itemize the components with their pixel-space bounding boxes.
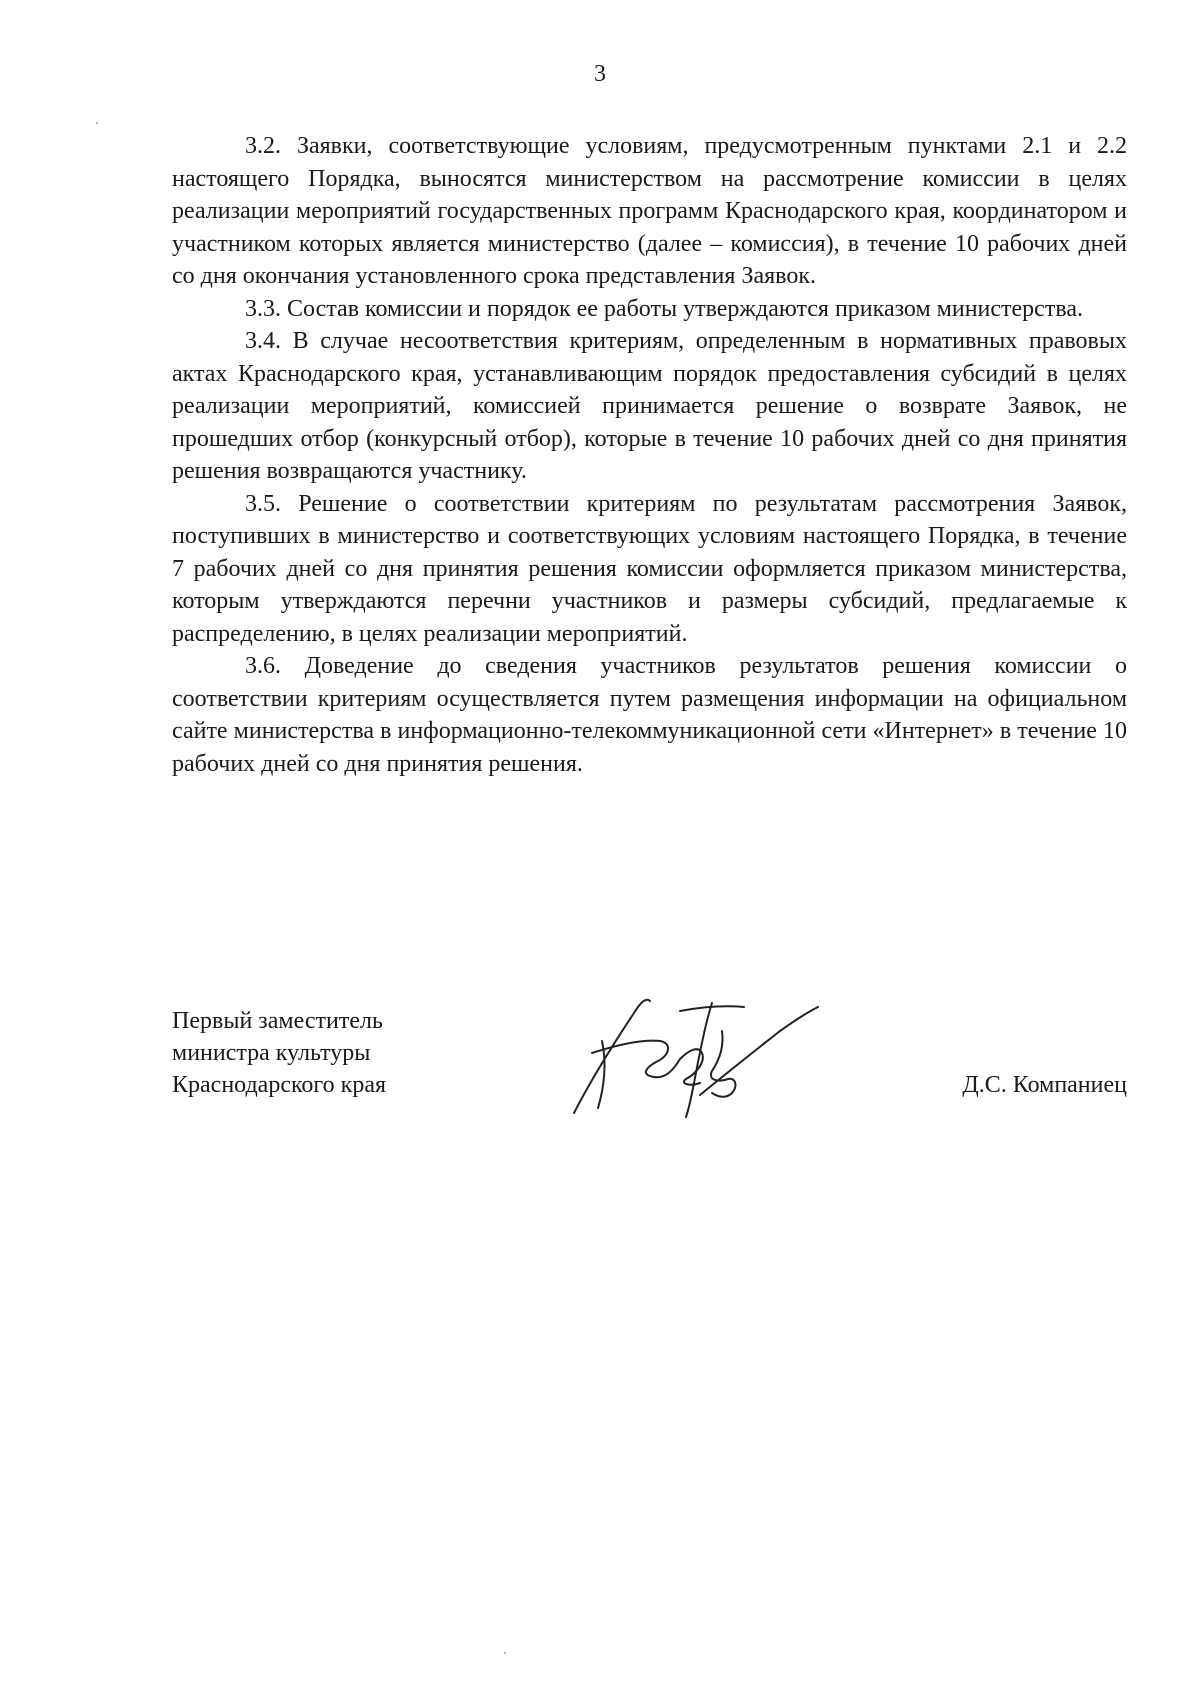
- handwritten-signature: [562, 983, 832, 1123]
- signer-position-line: Первый заместитель: [172, 1008, 383, 1034]
- scan-speck: [504, 1652, 506, 1654]
- paragraph-3-4: 3.4. В случае несоответствия критериям, определенным в нормативных правовых актах Краснодарского края, устанавливающим порядок предоставления субсидий в целях реализации мероприятий, комиссией принимается решение о возврате Заявок, не прошедших отбор (конкурсный отбор), которые в течение 10 рабочих дней со дня принятия решения возвращаются участнику.: [172, 328, 1127, 484]
- signature-stroke: [711, 1031, 736, 1097]
- page-number: 3: [594, 61, 606, 87]
- signer-position: [172, 1005, 386, 1101]
- signature-stroke: [680, 1006, 744, 1011]
- signature-block: [172, 1005, 1127, 1145]
- paragraph-3-2: 3.2. Заявки, соответствующие условиям, предусмотренным пунктами 2.1 и 2.2 настоящего Порядка, выносятся министерством на рассмотрение комиссии в целях реализации мероприятий государственных программ Краснодарского края, координатором и участником которых является министерство (далее – комиссия), в течение 10 рабочих дней со дня окончания установленного срока представления Заявок.: [172, 133, 1127, 289]
- signer-name: Д.С. Компаниец: [962, 1072, 1127, 1098]
- signature-stroke: [700, 1007, 818, 1095]
- paragraph-3-3: 3.3. Состав комиссии и порядок ее работы утверждаются приказом министерства.: [245, 295, 1083, 322]
- paragraph-3-6: 3.6. Доведение до сведения участников результатов решения комиссии о соответствии критериям осуществляется путем размещения информации на официальном сайте министерства в информационно-телекоммуникационной сети «Интернет» в течение 10 рабочих дней со дня принятия решения.: [172, 653, 1127, 777]
- signature-stroke: [686, 1003, 712, 1117]
- paragraph-3-5: 3.5. Решение о соответствии критериям по результатам рассмотрения Заявок, поступивших в министерство и соответствующих условиям настоящего Порядка, в течение 7 рабочих дней со дня принятия решения комиссии оформляется приказом министерства, которым утверждаются перечни участников и размеры субсидий, предлагаемые к распределению, в целях реализации мероприятий.: [172, 490, 1127, 647]
- signer-position-line: Краснодарского края: [172, 1072, 387, 1098]
- signature-stroke: [574, 1000, 650, 1113]
- scan-speck: [96, 122, 98, 124]
- document-body: [172, 130, 1127, 780]
- signer-position-line: министра культуры: [172, 1040, 371, 1066]
